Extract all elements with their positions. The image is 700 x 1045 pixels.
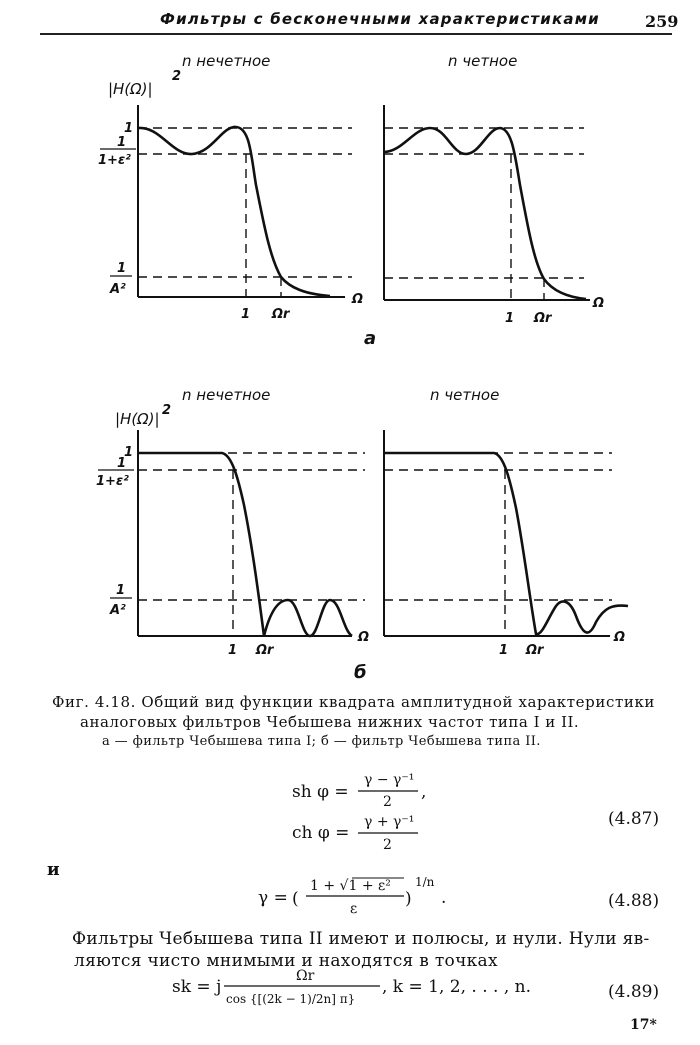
- page-number: 259: [645, 12, 679, 31]
- eq-gamma-lhs: γ =: [258, 888, 288, 908]
- eq-sh-denominator: 2: [383, 794, 392, 810]
- panel-b-y-axis-label: |H(Ω)|: [115, 410, 160, 428]
- panel-b-y-tick-eps-num: 1: [117, 456, 127, 471]
- eq-sh-numerator: γ − γ⁻¹: [364, 772, 415, 788]
- eq-sk-tail: , k = 1, 2, . . . , n.: [382, 977, 531, 997]
- panel-a-y-tick-a-num: 1: [117, 261, 127, 276]
- signature-mark: 17*: [630, 1017, 657, 1033]
- eq-gamma-exponent: 1/n: [415, 875, 435, 889]
- running-title: Фильтры с бесконечными характеристиками: [160, 10, 600, 28]
- eq-gamma-numerator: 1 + √1 + ε²: [310, 878, 391, 894]
- eq-ch-numerator: γ + γ⁻¹: [364, 814, 415, 830]
- panel-b-y-tick-one: 1: [124, 445, 134, 460]
- panel-b-y-tick-a-num: 1: [116, 583, 126, 598]
- eq-sh-tail: ,: [421, 782, 427, 802]
- panel-a-right-x-axis-label: Ω: [593, 296, 605, 311]
- eq-gamma-lparen: (: [292, 889, 299, 909]
- panel-b-right-x-axis-label: Ω: [614, 630, 626, 645]
- eq-gamma-tail: .: [441, 888, 447, 908]
- figure-caption-line2: аналоговых фильтров Чебышева нижних частот типа I и II.: [80, 713, 580, 731]
- panel-a-y-tick-eps-num: 1: [117, 135, 127, 150]
- panel-b-left-title: n нечетное: [182, 386, 271, 404]
- conjunction-and: и: [47, 860, 60, 880]
- panel-a-left-x-tick-one: 1: [241, 307, 251, 322]
- figure-caption-line1: Фиг. 4.18. Общий вид функции квадрата амплитудной характеристики: [52, 693, 656, 711]
- panel-b-left-x-tick-one: 1: [228, 643, 238, 658]
- panel-a-y-axis-label: |H(Ω)|: [108, 80, 153, 98]
- panel-a-right-x-tick-one: 1: [505, 311, 515, 326]
- eq-sh-lhs: sh φ =: [292, 782, 349, 802]
- header-rule: [40, 33, 672, 35]
- panel-b-y-tick-a-den: A²: [110, 603, 126, 618]
- page-header: [0, 0, 700, 40]
- paragraph-line2: ляются чисто мнимыми и находятся в точках: [74, 951, 498, 971]
- panel-a-y-tick-eps-den: 1+ε²: [98, 153, 131, 168]
- panel-a: [98, 52, 604, 349]
- panel-a-left-x-tick-omega-r: Ωr: [272, 307, 290, 322]
- panel-b-left-response-curve: [138, 453, 352, 636]
- eq-sk-lhs: sk = j: [172, 977, 222, 997]
- equations-block: [0, 760, 700, 1015]
- figure-4-18: [0, 40, 700, 680]
- paragraph-line1: Фильтры Чебышева типа II имеют и полюсы, и нули. Нули яв-: [72, 929, 650, 949]
- panel-b-right-x-tick-omega-r: Ωr: [526, 643, 544, 658]
- panel-a-right-x-tick-omega-r: Ωr: [534, 311, 552, 326]
- panel-a-y-axis-exp: 2: [172, 69, 182, 84]
- eq-sk-denominator: cos {[(2k − 1)/2n] π}: [226, 992, 356, 1006]
- panel-b-right-x-tick-one: 1: [499, 643, 509, 658]
- panel-b-left-x-tick-omega-r: Ωr: [256, 643, 274, 658]
- panel-b: [96, 386, 628, 680]
- panel-b-right-title: n четное: [430, 386, 500, 404]
- panel-a-y-tick-a-den: A²: [110, 282, 126, 297]
- panel-a-left-title: n нечетное: [182, 52, 271, 70]
- panel-a-left-x-axis-label: Ω: [352, 292, 364, 307]
- eq-ch-lhs: ch φ =: [292, 823, 350, 843]
- panel-a-y-tick-one: 1: [124, 121, 134, 136]
- panel-b-y-tick-eps-den: 1+ε²: [96, 474, 129, 489]
- panel-a-right-title: n четное: [448, 52, 518, 70]
- panel-b-right-response-curve: [384, 453, 628, 634]
- eq-number-488: (4.88): [608, 891, 660, 911]
- eq-sk-numerator: Ωr: [296, 968, 315, 984]
- panel-a-left-response-curve: [138, 127, 330, 296]
- panel-b-left-x-axis-label: Ω: [358, 630, 370, 645]
- eq-number-487: (4.87): [608, 809, 660, 829]
- panel-a-label: а: [364, 328, 377, 349]
- eq-number-489: (4.89): [608, 982, 660, 1002]
- eq-gamma-rparen: ): [405, 889, 412, 909]
- panel-b-y-axis-exp: 2: [162, 403, 172, 418]
- figure-caption-line3: а — фильтр Чебышева типа I; б — фильтр Чебышева типа II.: [102, 734, 541, 749]
- eq-ch-denominator: 2: [383, 837, 392, 853]
- panel-b-label: б: [354, 662, 367, 680]
- eq-gamma-denominator: ε: [350, 901, 358, 917]
